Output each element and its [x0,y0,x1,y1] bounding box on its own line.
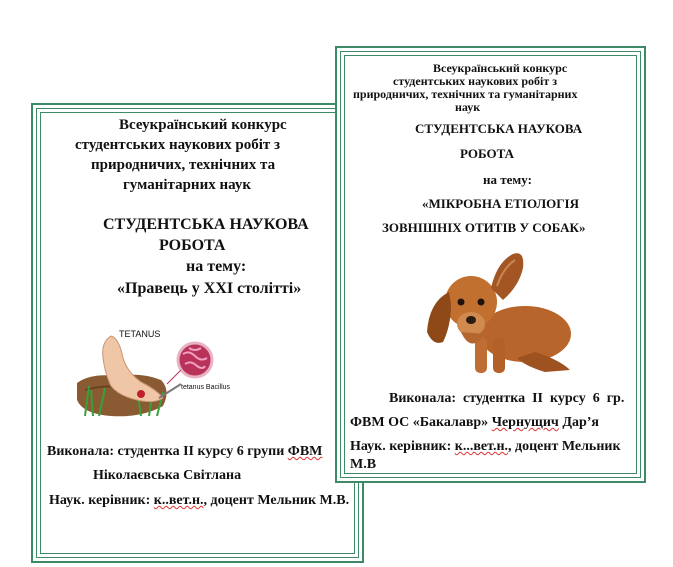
work-title-line-1: СТУДЕНТСЬКА НАУКОВА [415,121,583,136]
org-line-1: Всеукраїнський конкурс [433,61,568,75]
work-title-line-1: СТУДЕНТСЬКА НАУКОВА [103,216,309,233]
performer-line-1: Виконала: студентка ІІ курсу 6 гр. [389,391,625,406]
work-title-line-2: РОБОТА [159,237,226,254]
dachshund-photo [385,242,581,378]
org-line-1: Всеукраїнський конкурс [119,117,287,133]
illustration-caption: tetanus Bacillus [181,384,231,391]
topic-line-2: ЗОВНІШНІХ ОТИТІВ У СОБАК» [382,220,586,235]
supervisor-line-2: М.В [350,457,377,472]
supervisor-rest: , доцент Мельник М.В. [203,493,350,508]
performer-faculty: ФВМ [287,444,323,459]
org-line-2: студентських наукових робіт з [75,137,281,153]
performer-line-2 [350,415,599,431]
left-title-page [31,103,364,563]
org-line-3: природничих, технічних та гуманітарних [353,87,578,101]
supervisor-prefix: Наук. керівник: [350,439,452,454]
supervisor-line-1 [350,439,621,455]
topic-label: на тему: [186,258,247,275]
tetanus-illustration [71,328,221,423]
right-title-page [335,46,646,483]
performer-name: Ніколаєвська Світлана [93,468,242,483]
org-line-4: гуманітарних наук [123,177,251,193]
supervisor-line [49,493,349,509]
topic-label: на тему: [483,172,532,187]
performer-prefix: Виконала: студентка ІІ курсу 6 групи [47,444,285,459]
supervisor-prefix: Наук. керівник: [49,493,151,508]
performer-program: ФВМ ОС «Бакалавр» [350,415,489,430]
org-line-2: студентських наукових робіт з [393,74,558,88]
work-title-line-2: РОБОТА [460,146,515,161]
topic-title: «Правець у ХХІ столітті» [117,280,302,297]
topic-line-1: «МІКРОБНА ЕТІОЛОГІЯ [422,196,579,211]
performer-surname: Чернущич [491,415,559,430]
supervisor-degree: к..вет.н. [153,493,204,508]
illustration-label: TETANUS [119,329,161,339]
performer-firstname: Дар’я [562,415,599,430]
supervisor-degree: к...вет.н. [454,439,509,454]
org-line-3: природничих, технічних та [91,157,276,173]
supervisor-rest: , доцент Мельник [508,439,621,454]
performer-line [47,444,322,460]
org-line-4: наук [455,100,481,114]
